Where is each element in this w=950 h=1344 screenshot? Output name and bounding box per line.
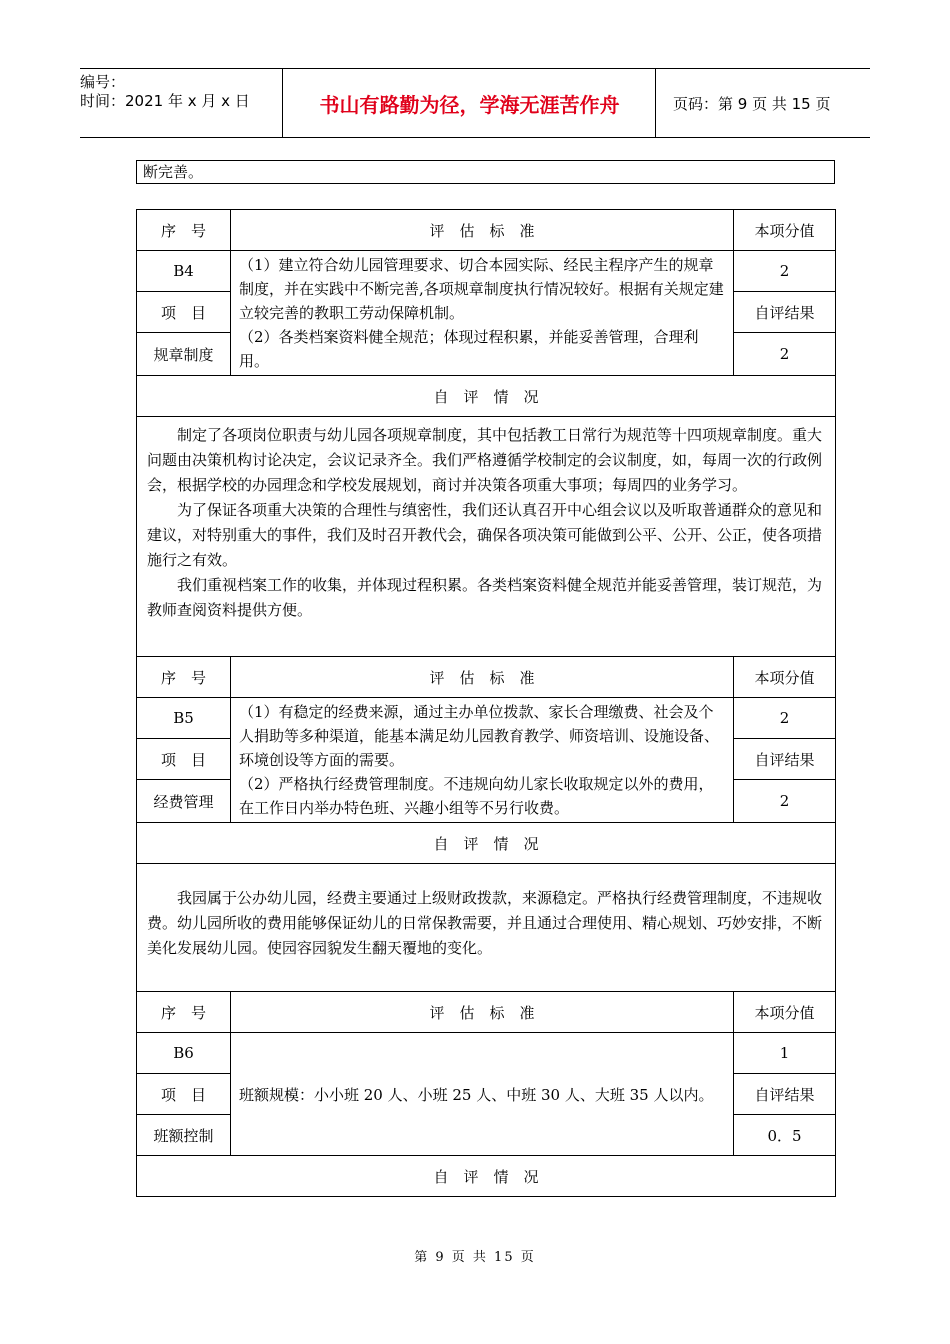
header-seq: 序 号 bbox=[137, 992, 231, 1033]
item-code: B5 bbox=[137, 698, 231, 739]
narrative-paragraph: 制定了各项岗位职责与幼儿园各项规章制度，其中包括教工日常行为规范等十四项规章制度。重大问题由决策机构讨论决定，会议记录齐全。我们严格遵循学校制定的会议制度，如，每周一次的行政例会，根据学校的办园理念和学校发展规划，商讨并决策各项重大事项；每周四的业务学习。 bbox=[147, 426, 823, 494]
standard-text bbox=[231, 251, 734, 376]
score-value: 1 bbox=[734, 1033, 836, 1074]
narrative-paragraph: 我们重视档案工作的收集，并体现过程积累。各类档案资料健全规范并能妥善管理，装订规范，为教师查阅资料提供方便。 bbox=[147, 576, 823, 619]
header-score: 本项分值 bbox=[734, 657, 836, 698]
self-eval-title: 自 评 情 况 bbox=[137, 376, 836, 417]
self-result-score: 2 bbox=[734, 780, 836, 823]
item-code: B4 bbox=[137, 251, 231, 292]
self-eval-title: 自 评 情 况 bbox=[137, 823, 836, 864]
page-header bbox=[80, 68, 870, 138]
item-name: 规章制度 bbox=[137, 333, 231, 376]
header-score: 本项分值 bbox=[734, 992, 836, 1033]
standard-line: （1）建立符合幼儿园管理要求、切合本园实际、经民主程序产生的规章制度，并在实践中不断完善,各项规章制度执行情况较好。根据有关规定建立较完善的教职工劳动保障机制。 bbox=[239, 256, 724, 322]
item-label: 项 目 bbox=[137, 739, 231, 780]
self-result-score: 2 bbox=[734, 333, 836, 376]
page-footer: 第 9 页 共 15 页 bbox=[414, 1250, 536, 1265]
item-label: 项 目 bbox=[137, 292, 231, 333]
page-info-text: 页码：第 9 页 共 15 页 bbox=[673, 94, 831, 113]
date-line: 时间：2021 年 x 月 x 日 bbox=[80, 92, 250, 110]
item-code: B6 bbox=[137, 1033, 231, 1074]
standard-line: （2）各类档案资料健全规范；体现过程积累，并能妥善管理，合理利用。 bbox=[239, 328, 699, 370]
self-eval-title: 自 评 情 况 bbox=[137, 1156, 836, 1197]
header-page-info bbox=[665, 69, 870, 137]
header-motto: 书山有路勤为径，学海无涯苦作舟 bbox=[284, 69, 656, 137]
self-result-label: 自评结果 bbox=[734, 739, 836, 780]
header-score: 本项分值 bbox=[734, 210, 836, 251]
score-value: 2 bbox=[734, 251, 836, 292]
self-eval-narrative bbox=[137, 417, 836, 657]
header-seq: 序 号 bbox=[137, 210, 231, 251]
item-name: 经费管理 bbox=[137, 780, 231, 823]
self-eval-narrative bbox=[137, 864, 836, 992]
doc-number-label: 编号： bbox=[80, 73, 126, 91]
header-standard: 评 估 标 准 bbox=[231, 657, 734, 698]
standard-line: 班额规模：小小班 20 人、小班 25 人、中班 30 人、大班 35 人以内。 bbox=[239, 1086, 714, 1104]
header-standard: 评 估 标 准 bbox=[231, 992, 734, 1033]
self-result-label: 自评结果 bbox=[734, 292, 836, 333]
standard-text bbox=[231, 698, 734, 823]
item-name: 班额控制 bbox=[137, 1115, 231, 1156]
header-standard: 评 估 标 准 bbox=[231, 210, 734, 251]
score-value: 2 bbox=[734, 698, 836, 739]
header-seq: 序 号 bbox=[137, 657, 231, 698]
item-label: 项 目 bbox=[137, 1074, 231, 1115]
standard-line: （1）有稳定的经费来源，通过主办单位拨款、家长合理缴费、社会及个人捐助等多种渠道，能基本满足幼儿园教育教学、师资培训、设施设备、环境创设等方面的需要。 bbox=[239, 703, 720, 769]
continued-text-box: 断完善。 bbox=[136, 160, 835, 184]
standard-text bbox=[231, 1033, 734, 1156]
narrative-paragraph: 我园属于公办幼儿园，经费主要通过上级财政拨款，来源稳定。严格执行经费管理制度，不违规收费。幼儿园所收的费用能够保证幼儿的日常保教需要，并且通过合理使用、精心规划、巧妙安排，不断美化发展幼儿园。使园容园貌发生翻天覆地的变化。 bbox=[147, 889, 823, 957]
self-result-score: 0．5 bbox=[734, 1115, 836, 1156]
header-left bbox=[80, 69, 283, 137]
narrative-paragraph: 为了保证各项重大决策的合理性与缜密性，我们还认真召开中心组会议以及听取普通群众的意见和建议，对特别重大的事件，我们及时召开教代会，确保各项决策可能做到公平、公开、公正，使各项措施行之有效。 bbox=[147, 501, 823, 569]
self-result-label: 自评结果 bbox=[734, 1074, 836, 1115]
section-b4-table bbox=[136, 209, 836, 1197]
standard-line: （2）严格执行经费管理制度。不违规向幼儿家长收取规定以外的费用，在工作日内举办特色班、兴趣小组等不另行收费。 bbox=[239, 775, 714, 817]
